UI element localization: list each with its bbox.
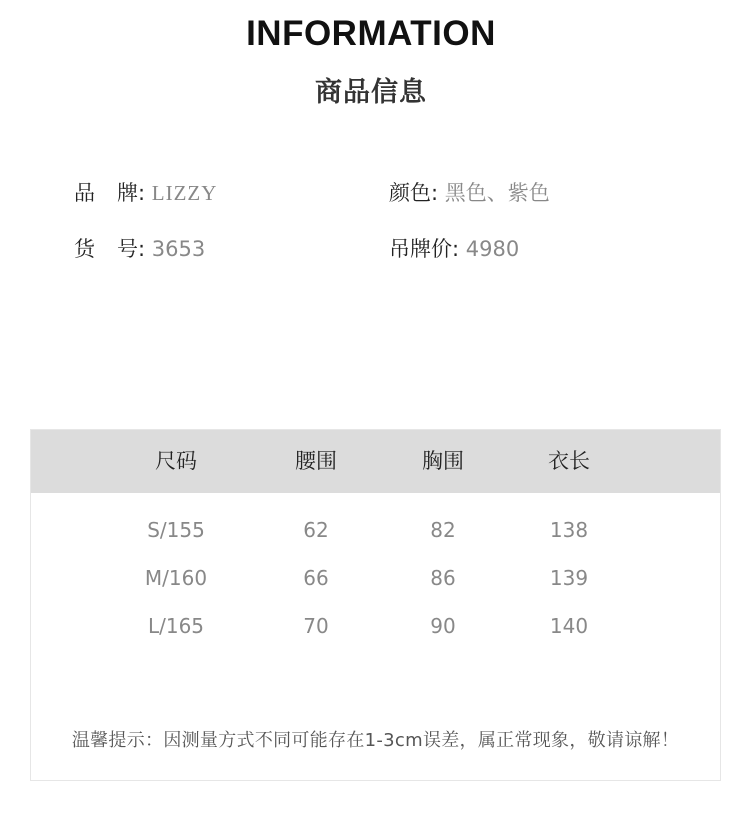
tag-price-value: 4980 bbox=[465, 237, 520, 261]
item-number-label-char-1: 货 bbox=[74, 237, 117, 261]
header-waist: 腰围 bbox=[295, 449, 337, 473]
measurement-notice: 温馨提示：因测量方式不同可能存在1-3cm误差，属正常现象，敬请谅解！ bbox=[71, 730, 680, 751]
product-info-title: 商品信息 bbox=[315, 77, 427, 108]
cell-length: 138 bbox=[549, 518, 589, 542]
item-number-label-colon: : bbox=[138, 237, 146, 261]
size-table bbox=[30, 429, 721, 781]
cell-size: M/160 bbox=[144, 566, 208, 590]
brand-label-char-2: 牌 bbox=[117, 181, 138, 205]
color-field bbox=[389, 179, 550, 207]
cell-waist: 70 bbox=[303, 614, 329, 638]
information-title: INFORMATION bbox=[246, 14, 496, 53]
cell-waist: 66 bbox=[303, 566, 329, 590]
cell-length: 139 bbox=[549, 566, 589, 590]
cell-length: 140 bbox=[549, 614, 589, 638]
cell-waist: 62 bbox=[303, 518, 329, 542]
tag-price-field bbox=[389, 235, 519, 263]
brand-field bbox=[74, 179, 217, 207]
header-length: 衣长 bbox=[548, 449, 590, 473]
header-bust: 胸围 bbox=[422, 449, 464, 473]
cell-size: S/155 bbox=[147, 518, 205, 542]
color-label: 颜色: bbox=[389, 181, 439, 205]
tag-price-label: 吊牌价: bbox=[389, 237, 460, 261]
color-value: 黑色、紫色 bbox=[444, 181, 550, 205]
cell-bust: 90 bbox=[430, 614, 456, 638]
item-number-label bbox=[74, 237, 145, 261]
cell-size: L/165 bbox=[147, 614, 205, 638]
item-number-field bbox=[74, 235, 205, 263]
brand-value: LIZZY bbox=[151, 181, 218, 205]
item-number-value: 3653 bbox=[151, 237, 206, 261]
header-size: 尺码 bbox=[155, 449, 197, 473]
brand-label-colon: : bbox=[138, 181, 146, 205]
size-table-header bbox=[31, 430, 720, 493]
item-number-label-char-2: 号 bbox=[117, 237, 138, 261]
cell-bust: 86 bbox=[430, 566, 456, 590]
brand-label-char-1: 品 bbox=[74, 181, 117, 205]
cell-bust: 82 bbox=[430, 518, 456, 542]
brand-label bbox=[74, 181, 145, 205]
